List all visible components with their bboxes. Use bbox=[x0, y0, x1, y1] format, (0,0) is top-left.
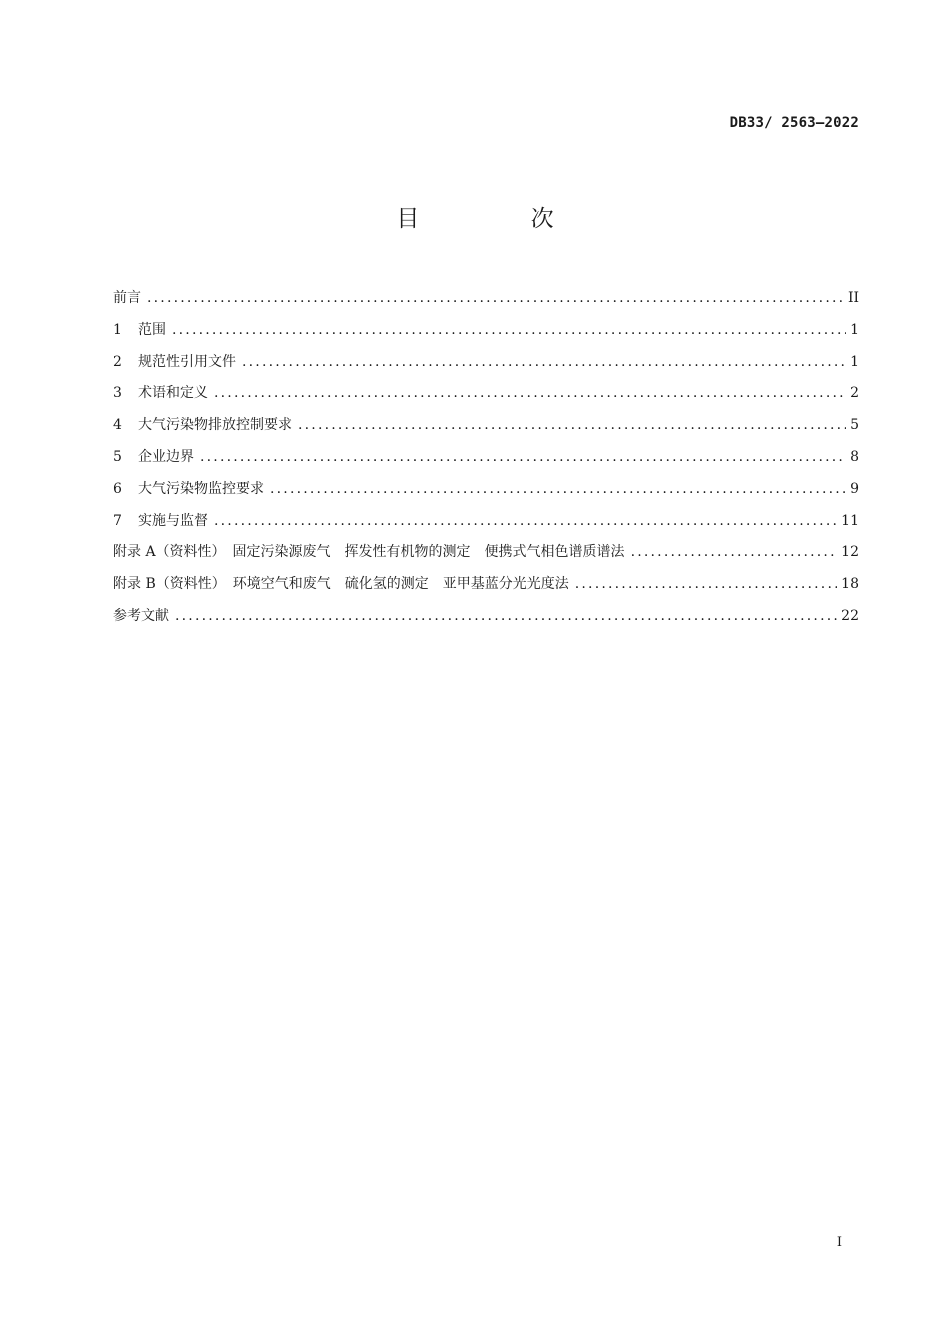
toc-entry-page: 11 bbox=[841, 512, 859, 529]
toc-dot-leader bbox=[200, 445, 846, 469]
toc-entry-number: 6 bbox=[113, 480, 122, 497]
toc-entry-terms[interactable] bbox=[113, 381, 859, 413]
toc-entry-text: 实施与监督 bbox=[138, 512, 208, 529]
toc-entry-page: 22 bbox=[841, 607, 859, 624]
toc-entry-page: 9 bbox=[850, 480, 859, 497]
toc-dot-leader bbox=[147, 286, 844, 310]
toc-dot-leader bbox=[270, 477, 846, 501]
toc-entry-text: 附录 B（资料性） 环境空气和废气 硫化氢的测定 亚甲基蓝分光光度法 bbox=[113, 576, 569, 593]
toc-entry-normative-references[interactable] bbox=[113, 350, 859, 382]
toc-entry-text: 参考文献 bbox=[113, 607, 169, 624]
toc-dot-leader bbox=[175, 604, 837, 628]
toc-entry-text: 术语和定义 bbox=[138, 385, 208, 402]
toc-dot-leader bbox=[631, 540, 838, 564]
document-code: DB33/ 2563—2022 bbox=[729, 115, 859, 131]
toc-entry-emission-control[interactable] bbox=[113, 413, 859, 445]
toc-entry-page: 8 bbox=[850, 448, 859, 465]
toc-entry-page: 1 bbox=[850, 321, 859, 338]
toc-entry-text: 前言 bbox=[113, 290, 141, 306]
toc-dot-leader bbox=[242, 350, 846, 374]
toc-entry-text: 规范性引用文件 bbox=[138, 353, 236, 370]
toc-entry-page: 5 bbox=[850, 417, 859, 434]
toc-entry-implementation[interactable] bbox=[113, 509, 859, 541]
toc-entry-page: 1 bbox=[850, 353, 859, 370]
toc-entry-number: 4 bbox=[113, 417, 122, 434]
toc-dot-leader bbox=[214, 381, 846, 405]
toc-dot-leader bbox=[214, 509, 837, 533]
page-title: 目 次 bbox=[396, 206, 606, 232]
toc-list bbox=[113, 286, 859, 636]
toc-entry-bibliography[interactable] bbox=[113, 604, 859, 636]
toc-entry-text: 附录 A（资料性） 固定污染源废气 挥发性有机物的测定 便携式气相色谱质谱法 bbox=[113, 544, 625, 561]
page-number: I bbox=[836, 1235, 842, 1250]
toc-dot-leader bbox=[575, 572, 837, 596]
toc-entry-number: 2 bbox=[113, 353, 122, 370]
toc-entry-number: 5 bbox=[113, 448, 122, 465]
toc-entry-scope[interactable] bbox=[113, 318, 859, 350]
toc-entry-appendix-b[interactable] bbox=[113, 572, 859, 604]
toc-entry-number: 1 bbox=[113, 321, 122, 338]
toc-entry-enterprise-boundary[interactable] bbox=[113, 445, 859, 477]
toc-entry-appendix-a[interactable] bbox=[113, 540, 859, 572]
toc-entry-page: 18 bbox=[841, 576, 859, 593]
toc-entry-text: 大气污染物排放控制要求 bbox=[138, 417, 292, 434]
toc-dot-leader bbox=[172, 318, 846, 342]
toc-entry-foreword[interactable] bbox=[113, 286, 859, 318]
toc-entry-number: 7 bbox=[113, 512, 122, 529]
toc-entry-page: 12 bbox=[841, 544, 859, 561]
toc-entry-text: 企业边界 bbox=[138, 448, 194, 465]
toc-entry-monitoring[interactable] bbox=[113, 477, 859, 509]
toc-entry-page: 2 bbox=[850, 385, 859, 402]
toc-entry-text: 大气污染物监控要求 bbox=[138, 480, 264, 497]
toc-dot-leader bbox=[298, 413, 846, 437]
toc-entry-number: 3 bbox=[113, 385, 122, 402]
toc-entry-page: II bbox=[847, 290, 859, 306]
toc-entry-text: 范围 bbox=[138, 321, 166, 338]
